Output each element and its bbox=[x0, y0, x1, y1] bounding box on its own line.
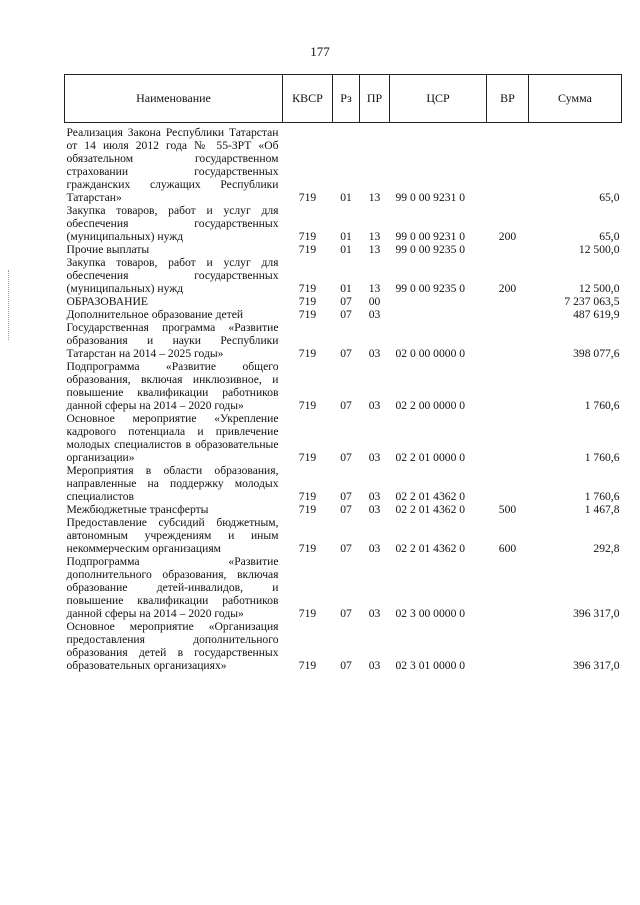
cell-csr: 02 2 00 0000 0 bbox=[395, 399, 466, 412]
table-row bbox=[65, 308, 622, 321]
header-csr: ЦСР bbox=[390, 75, 487, 123]
cell-pr: 13 bbox=[368, 230, 381, 243]
cell-kvsr: 719 bbox=[298, 295, 317, 308]
cell-vr: 200 bbox=[498, 282, 517, 295]
cell-kvsr: 719 bbox=[298, 607, 317, 620]
cell-sum: 1 760,6 bbox=[584, 399, 620, 412]
cell-name: Закупка товаров, работ и услуг для обеспечения государственных (муниципальных) нужд bbox=[66, 256, 279, 295]
page-number: 177 bbox=[310, 44, 330, 59]
cell-rz: 07 bbox=[340, 295, 352, 308]
cell-sum: 1 467,8 bbox=[584, 503, 620, 516]
cell-pr: 00 bbox=[368, 295, 381, 308]
table-row bbox=[65, 295, 622, 308]
cell-name: Дополнительное образование детей bbox=[66, 308, 244, 321]
cell-name: Прочие выплаты bbox=[66, 243, 150, 256]
cell-pr: 13 bbox=[368, 243, 381, 256]
table-row bbox=[65, 321, 622, 360]
cell-sum: 398 077,6 bbox=[573, 347, 620, 360]
cell-csr: 02 0 00 0000 0 bbox=[395, 347, 466, 360]
cell-csr: 02 2 01 4362 0 bbox=[395, 490, 466, 503]
cell-rz: 07 bbox=[340, 451, 352, 464]
table-row bbox=[65, 412, 622, 464]
cell-sum: 1 760,6 bbox=[584, 490, 620, 503]
cell-vr bbox=[487, 412, 529, 464]
budget-table bbox=[64, 74, 622, 672]
table-row bbox=[65, 256, 622, 295]
header-pr: ПР bbox=[360, 75, 390, 123]
cell-csr bbox=[390, 295, 487, 308]
cell-rz: 07 bbox=[340, 542, 352, 555]
cell-pr: 03 bbox=[368, 399, 381, 412]
cell-name: Мероприятия в области образования, направленные на поддержку молодых специалистов bbox=[66, 464, 279, 503]
cell-kvsr: 719 bbox=[298, 191, 317, 204]
cell-vr: 600 bbox=[498, 542, 517, 555]
cell-rz: 01 bbox=[340, 243, 352, 256]
cell-vr bbox=[487, 555, 529, 620]
cell-csr: 02 3 00 0000 0 bbox=[395, 607, 466, 620]
header-rz: Рз bbox=[333, 75, 360, 123]
table-row bbox=[65, 620, 622, 672]
cell-rz: 07 bbox=[340, 503, 352, 516]
cell-name: Государственная программа «Развитие образования и науки Республики Татарстан на 2014 – 2025 годы» bbox=[66, 321, 279, 360]
cell-csr: 02 2 01 0000 0 bbox=[395, 451, 466, 464]
cell-pr: 03 bbox=[368, 451, 381, 464]
cell-name: Подпрограмма «Развитие общего образования, включая инклюзивное, и повышение квалификации работников данной сферы на 2014 – 2020 годы» bbox=[66, 360, 279, 412]
cell-kvsr: 719 bbox=[298, 451, 317, 464]
cell-kvsr: 719 bbox=[298, 282, 317, 295]
cell-vr bbox=[487, 123, 529, 205]
cell-kvsr: 719 bbox=[298, 308, 317, 321]
cell-sum: 65,0 bbox=[599, 191, 620, 204]
cell-rz: 01 bbox=[340, 191, 352, 204]
cell-vr: 200 bbox=[498, 230, 517, 243]
cell-vr bbox=[487, 464, 529, 503]
cell-kvsr: 719 bbox=[298, 542, 317, 555]
cell-pr: 03 bbox=[368, 308, 381, 321]
cell-kvsr: 719 bbox=[298, 490, 317, 503]
cell-csr: 02 2 01 4362 0 bbox=[395, 503, 466, 516]
table-row bbox=[65, 503, 622, 516]
header-vr: ВР bbox=[487, 75, 529, 123]
cell-rz: 01 bbox=[340, 230, 352, 243]
cell-sum: 396 317,0 bbox=[573, 659, 620, 672]
cell-name: Предоставление субсидий бюджетным, автономным учреждениям и иным некоммерческим организациям bbox=[66, 516, 279, 555]
cell-pr: 03 bbox=[368, 347, 381, 360]
cell-name: Подпрограмма «Развитие дополнительного образования, включая образование детей-инвалидов, и повышение квалификации работников данной сферы на 2014 – 2020 годы» bbox=[66, 555, 279, 620]
table-row bbox=[65, 243, 622, 256]
cell-rz: 07 bbox=[340, 659, 352, 672]
table-row bbox=[65, 516, 622, 555]
cell-sum: 12 500,0 bbox=[578, 282, 620, 295]
table-row bbox=[65, 464, 622, 503]
cell-sum: 396 317,0 bbox=[573, 607, 620, 620]
cell-name: Межбюджетные трансферты bbox=[66, 503, 209, 516]
cell-kvsr: 719 bbox=[298, 243, 317, 256]
cell-csr bbox=[390, 308, 487, 321]
cell-vr bbox=[487, 321, 529, 360]
cell-csr: 99 0 00 9235 0 bbox=[395, 243, 466, 256]
cell-name: Основное мероприятие «Укрепление кадрового потенциала и привлечение молодых специалистов в образовательные организации» bbox=[66, 412, 279, 464]
cell-csr: 99 0 00 9231 0 bbox=[395, 191, 466, 204]
header-sum: Сумма bbox=[529, 75, 622, 123]
cell-rz: 01 bbox=[340, 282, 352, 295]
table-header-row bbox=[65, 75, 622, 123]
cell-rz: 07 bbox=[340, 490, 352, 503]
cell-pr: 13 bbox=[368, 282, 381, 295]
table-row bbox=[65, 360, 622, 412]
cell-name: ОБРАЗОВАНИЕ bbox=[66, 295, 148, 308]
table-row bbox=[65, 204, 622, 243]
cell-vr: 500 bbox=[498, 503, 517, 516]
cell-pr: 03 bbox=[368, 490, 381, 503]
cell-sum: 65,0 bbox=[599, 230, 620, 243]
cell-kvsr: 719 bbox=[298, 230, 317, 243]
cell-name: Основное мероприятие «Организация предоставления дополнительного образования детей в государственных образовательных организациях» bbox=[66, 620, 279, 672]
cell-kvsr: 719 bbox=[298, 399, 317, 412]
cell-vr bbox=[487, 360, 529, 412]
cell-sum: 487 619,9 bbox=[573, 308, 620, 321]
scan-margin-mark bbox=[8, 270, 10, 340]
cell-rz: 07 bbox=[340, 308, 352, 321]
cell-pr: 13 bbox=[368, 191, 381, 204]
table-body bbox=[65, 123, 622, 673]
cell-sum: 12 500,0 bbox=[578, 243, 620, 256]
cell-name: Закупка товаров, работ и услуг для обеспечения государственных (муниципальных) нужд bbox=[66, 204, 279, 243]
cell-kvsr: 719 bbox=[298, 659, 317, 672]
cell-sum: 7 237 063,5 bbox=[564, 295, 620, 308]
cell-vr bbox=[487, 295, 529, 308]
cell-sum: 1 760,6 bbox=[584, 451, 620, 464]
cell-pr: 03 bbox=[368, 607, 381, 620]
cell-rz: 07 bbox=[340, 607, 352, 620]
cell-vr bbox=[487, 620, 529, 672]
header-kvsr: КВСР bbox=[283, 75, 333, 123]
cell-name: Реализация Закона Республики Татарстан от 14 июля 2012 года № 55-ЗРТ «Об обязательном государственном страховании государственных гражданских служащих Республики Татарстан» bbox=[66, 126, 279, 204]
cell-kvsr: 719 bbox=[298, 503, 317, 516]
table-row bbox=[65, 123, 622, 205]
cell-vr bbox=[487, 243, 529, 256]
cell-pr: 03 bbox=[368, 659, 381, 672]
cell-csr: 99 0 00 9235 0 bbox=[395, 282, 466, 295]
header-name: Наименование bbox=[65, 75, 283, 123]
cell-pr: 03 bbox=[368, 503, 381, 516]
table-row bbox=[65, 555, 622, 620]
cell-csr: 02 2 01 4362 0 bbox=[395, 542, 466, 555]
cell-sum: 292,8 bbox=[593, 542, 620, 555]
cell-rz: 07 bbox=[340, 347, 352, 360]
cell-csr: 99 0 00 9231 0 bbox=[395, 230, 466, 243]
cell-kvsr: 719 bbox=[298, 347, 317, 360]
cell-vr bbox=[487, 308, 529, 321]
cell-csr: 02 3 01 0000 0 bbox=[395, 659, 466, 672]
cell-pr: 03 bbox=[368, 542, 381, 555]
cell-rz: 07 bbox=[340, 399, 352, 412]
